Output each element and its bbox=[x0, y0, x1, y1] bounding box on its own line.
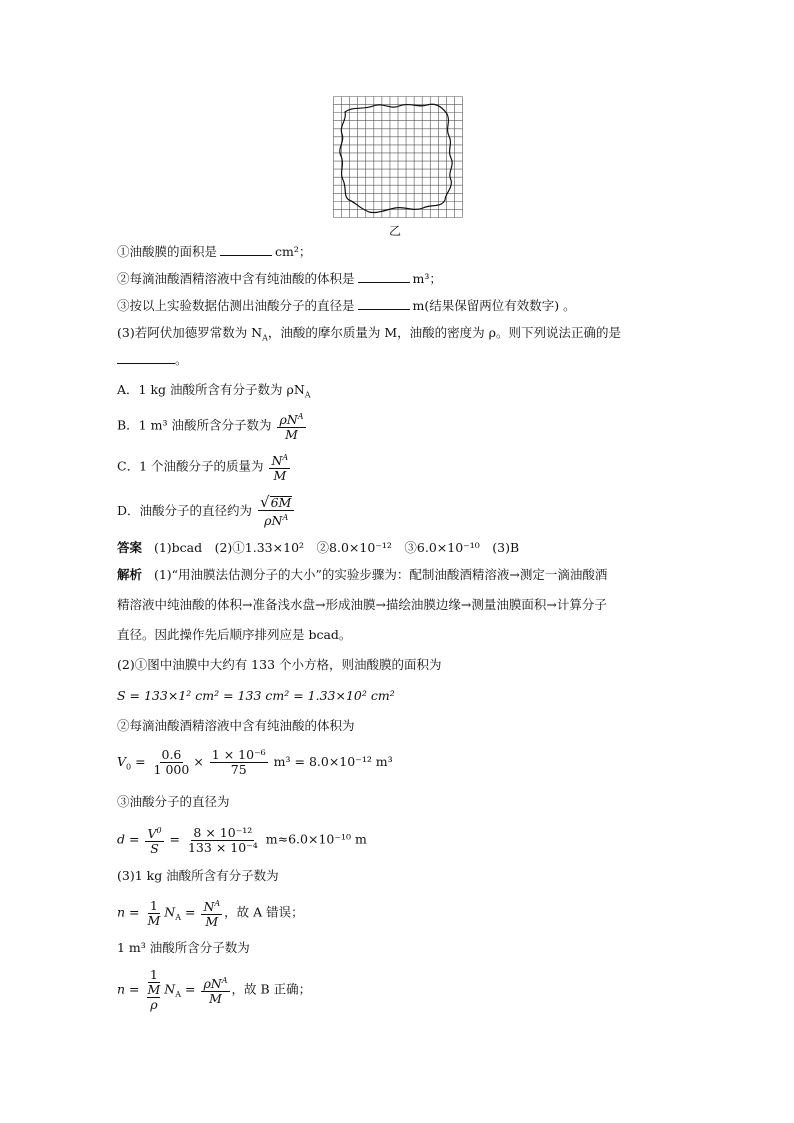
n2-f2-num: ρN bbox=[203, 976, 222, 992]
n2-f2-num-sub: A bbox=[221, 975, 228, 985]
b-num-sub: A bbox=[297, 412, 304, 421]
v0-f2-num: 1 × 10⁻⁶ bbox=[211, 747, 266, 762]
question-1 bbox=[117, 244, 311, 260]
n1-rhs: ，故 A 错误； bbox=[224, 904, 304, 920]
n2-f2-den: M bbox=[209, 991, 222, 1007]
option-b-fraction bbox=[277, 410, 305, 442]
c-num: N bbox=[271, 453, 283, 469]
n2-frac-2 bbox=[201, 974, 229, 1006]
option-d bbox=[117, 495, 296, 528]
p3-end: 。 bbox=[175, 352, 188, 367]
n1-f1-den: M bbox=[147, 912, 161, 928]
c-den: M bbox=[273, 468, 287, 484]
p3-rest: ，油酸的摩尔质量为 M，油酸的密度为 ρ。则下列说法正确的是 bbox=[267, 325, 622, 340]
n2-mid: N bbox=[164, 981, 176, 997]
n1-equation: n = $\frac{1}{M}$ $N_A$ = $\frac{N^A}{M}$ ，故 A 错误； bbox=[117, 897, 304, 930]
analysis-line-4: (2)①图中油膜中大约有 133 个小方格，则油酸膜的面积为 bbox=[117, 657, 442, 672]
p3-text: (3)若阿伏加德罗常数为 N bbox=[117, 325, 263, 340]
q3-unit: m(结果保留两位有效数字) 。 bbox=[412, 298, 576, 313]
d-frac-1 bbox=[145, 824, 163, 856]
q2-text: ②每滴油酸酒精溶液中含有纯油酸的体积是 bbox=[117, 271, 355, 286]
part-3-line-1 bbox=[117, 325, 621, 347]
d-f1-num: V bbox=[147, 826, 157, 842]
figure-caption: 乙 bbox=[389, 224, 402, 238]
option-d-fraction: √ 6M $\rho N^A$ bbox=[258, 495, 294, 528]
n2-f1-num: 1 bbox=[149, 967, 158, 982]
d-rad: 6M bbox=[270, 495, 292, 510]
n2-frac-1 bbox=[145, 968, 162, 1012]
v0-frac-2 bbox=[210, 748, 268, 777]
v0-f2-den: 75 bbox=[230, 762, 247, 777]
q3-text: ③按以上实验数据估测出油酸分子的直径是 bbox=[117, 298, 355, 313]
c-num-sub: A bbox=[282, 453, 289, 462]
analysis-line-12: 1 m³ 油酸所含分子数为 bbox=[117, 940, 250, 955]
analysis-line-1 bbox=[117, 567, 607, 583]
n1-f2-den: M bbox=[205, 914, 219, 930]
analysis-label: 解析 bbox=[117, 567, 143, 582]
n2-f1-den-top: M bbox=[147, 982, 161, 997]
v0-equation: $V_0$ = $\frac{0.6}{1 000}$ × $\frac{\text{1 × 10⁻⁶}}{75}$ m³ = 8.0×10⁻¹² m³ bbox=[117, 747, 393, 777]
n1-frac-2 bbox=[201, 897, 222, 929]
d-f2-num: 8 × 10⁻¹² bbox=[193, 824, 253, 840]
d-equation: d = $\frac{V^0}{S}$ = $\frac{\text{8 × 10⁻¹²}}{\text{133 × 10⁻⁴}}$ m≈6.0×10⁻¹⁰ m bbox=[117, 824, 367, 857]
option-a-sub: A bbox=[304, 390, 311, 400]
analysis-l1: (1)“用油膜法估测分子的大小”的实验步骤为：配制油酸酒精溶液→测定一滴油酸酒 bbox=[153, 567, 608, 582]
n1-lhs: n = bbox=[117, 904, 140, 920]
analysis-line-5: S = 133×1² cm² = 133 cm² = 1.33×10² cm² bbox=[117, 688, 395, 703]
v0-frac-1 bbox=[152, 748, 192, 777]
q1-unit: cm²； bbox=[275, 244, 312, 259]
n2-rhs: ，故 B 正确； bbox=[231, 981, 312, 997]
q3-blank bbox=[358, 298, 410, 310]
option-b bbox=[117, 410, 308, 442]
option-c bbox=[117, 451, 292, 483]
v0-rhs: m³ = 8.0×10⁻¹² m³ bbox=[273, 754, 393, 769]
analysis-line-8: ③油酸分子的直径为 bbox=[117, 794, 230, 809]
q2-unit: m³； bbox=[412, 271, 442, 286]
n1-frac-1 bbox=[145, 899, 162, 928]
d-den: ρN bbox=[264, 513, 283, 529]
n1-mid: N bbox=[164, 904, 176, 920]
analysis-line-10: (3)1 kg 油酸所含有分子数为 bbox=[117, 868, 279, 883]
v0-f1-num: 0.6 bbox=[161, 747, 182, 762]
d-frac-2 bbox=[186, 826, 260, 855]
analysis-line-2: 精溶液中纯油酸的体积→准备浅水盘→形成油膜→描绘油膜边缘→测量油膜面积→计算分子 bbox=[117, 597, 607, 612]
option-a-text: A．1 kg 油酸所含有分子数为 ρN bbox=[117, 382, 305, 397]
question-2 bbox=[117, 271, 442, 287]
d-f2-den: 133 × 10⁻⁴ bbox=[187, 839, 258, 855]
part-3-line-2 bbox=[117, 352, 188, 368]
p3-blank bbox=[117, 352, 175, 364]
d-f1-num-sub: 0 bbox=[156, 826, 162, 835]
n1-f1-num: 1 bbox=[149, 897, 158, 913]
analysis-line-3: 直径。因此操作先后顺序排列应是 bcad。 bbox=[117, 627, 352, 642]
n1-f2-num-sub: A bbox=[214, 899, 221, 908]
option-c-text: C．1 个油酸分子的质量为 bbox=[117, 458, 264, 474]
question-3 bbox=[117, 298, 576, 314]
v0-lhs: V bbox=[117, 754, 127, 769]
option-a bbox=[117, 382, 311, 404]
q1-text: ①油酸膜的面积是 bbox=[117, 244, 218, 259]
n2-lhs: n = bbox=[117, 981, 140, 997]
answer-label: 答案 bbox=[117, 540, 143, 555]
d-f1-den: S bbox=[150, 841, 159, 857]
option-b-text: B．1 m³ 油酸所含分子数为 bbox=[117, 417, 272, 433]
option-c-fraction bbox=[269, 451, 290, 483]
d-lhs: d = bbox=[117, 831, 140, 847]
oil-film-grid-figure bbox=[333, 96, 463, 221]
d-rhs: m≈6.0×10⁻¹⁰ m bbox=[265, 831, 367, 847]
v0-lhs-sub: 0 bbox=[126, 762, 132, 772]
v0-f1-den: 1 000 bbox=[153, 762, 190, 777]
n2-f1-den-bot: ρ bbox=[150, 997, 158, 1012]
d-den-sub: A bbox=[282, 513, 289, 522]
q2-blank bbox=[358, 271, 410, 283]
option-d-text: D．油酸分子的直径约为 bbox=[117, 503, 253, 519]
b-den: M bbox=[285, 427, 298, 443]
grid-svg bbox=[333, 96, 463, 218]
q1-blank bbox=[220, 244, 272, 256]
answer-line bbox=[117, 540, 519, 556]
n1-mid-sub: A bbox=[175, 913, 182, 923]
n1-f2-num: N bbox=[203, 899, 215, 915]
b-num: ρN bbox=[279, 412, 298, 428]
analysis-line-6: ②每滴油酸酒精溶液中含有纯油酸的体积为 bbox=[117, 718, 355, 733]
n2-mid-sub: A bbox=[175, 990, 182, 999]
n2-equation: n = 1 M ρ $N_A$ = $\frac{\rho N^A}{M}$ ，故 B 正确； bbox=[117, 967, 312, 1012]
p3-sub: A bbox=[262, 333, 268, 343]
answer-text: (1)bcad (2)①1.33×10² ②8.0×10⁻¹² ③6.0×10⁻¹⁰ (3)B bbox=[153, 540, 520, 555]
